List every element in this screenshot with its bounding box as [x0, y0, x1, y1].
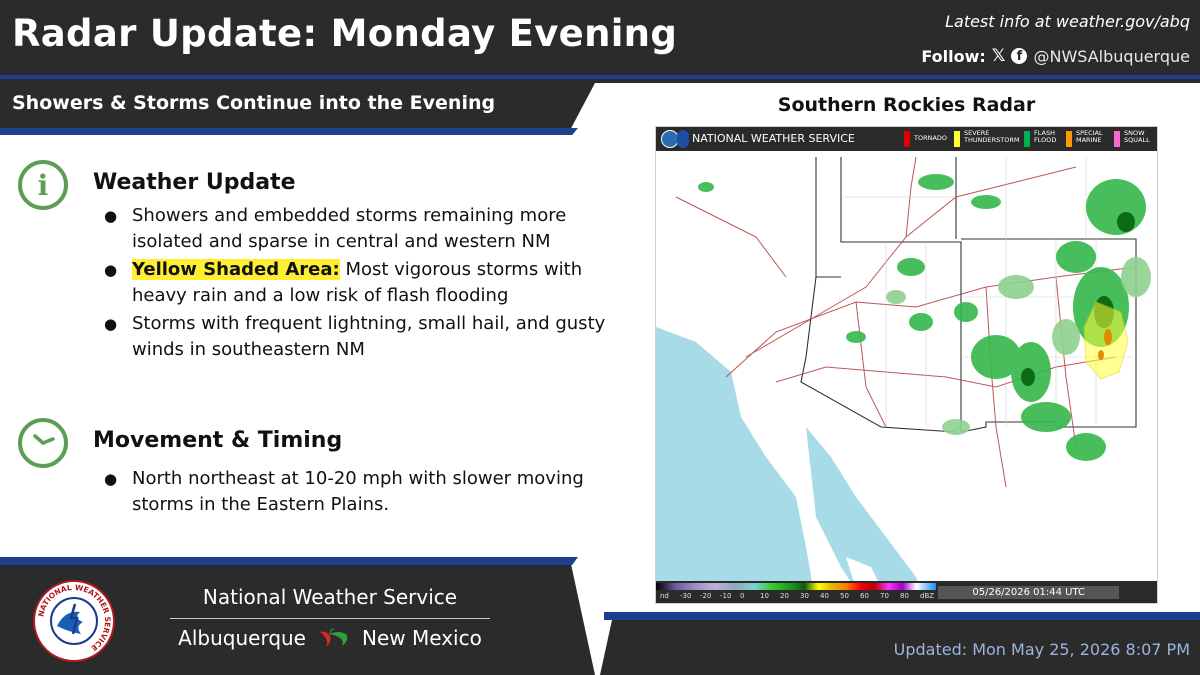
chile-pepper-icon — [316, 626, 352, 650]
bullet-text: North northeast at 10-20 mph with slower moving storms in the Eastern Plains. — [132, 468, 584, 515]
dbz-scale-label: -30 — [680, 592, 692, 600]
movement-list — [104, 466, 624, 520]
dbz-scale-label: 40 — [820, 592, 829, 600]
list-item — [104, 311, 624, 363]
dbz-color-scale — [656, 583, 936, 590]
dbz-scale-label: -20 — [700, 592, 712, 600]
radar-title: Southern Rockies Radar — [777, 94, 1036, 116]
legend-swatch-snow-squall — [1114, 131, 1120, 147]
legend-swatch-tornado — [904, 131, 910, 147]
legend-label-flash-flood: FLASH FLOOD — [1034, 129, 1057, 144]
x-logo-icon[interactable]: 𝕏 — [991, 46, 1006, 66]
nws-logo-icon — [677, 130, 689, 148]
footer-org-name: National Weather Service — [202, 585, 458, 609]
list-item — [104, 257, 624, 309]
legend-label-tornado: TORNADO — [914, 134, 948, 142]
page-title: Radar Update: Monday Evening — [12, 12, 678, 55]
section-title-movement-timing: Movement & Timing — [93, 428, 343, 453]
dbz-scale-label: dBZ — [920, 592, 935, 600]
footer-stripe — [0, 557, 578, 565]
dbz-scale-label: 70 — [880, 592, 889, 600]
chile-pepper-graphic — [316, 626, 352, 650]
dbz-scale — [656, 583, 936, 601]
social-handle[interactable]: @NWSAlbuquerque — [1033, 46, 1190, 66]
radar-map-graphic — [656, 127, 1158, 604]
dbz-scale-label: 50 — [840, 592, 849, 600]
logo-ring-text: NATIONAL WEATHER SERVICE — [36, 582, 113, 653]
subtitle: Showers & Storms Continue into the Evening — [12, 92, 496, 114]
highlight-label: Yellow Shaded Area: — [132, 259, 340, 280]
dbz-scale-label: 20 — [780, 592, 789, 600]
dbz-scale-label: -10 — [720, 592, 732, 600]
legend-label-snow-squall: SNOW SQUALL — [1124, 129, 1150, 144]
radar-agency-label: NATIONAL WEATHER SERVICE — [692, 132, 855, 145]
header-bar — [0, 0, 1200, 75]
dbz-scale-label: nd — [660, 592, 669, 600]
updated-timestamp: Updated: Mon May 25, 2026 8:07 PM — [893, 640, 1190, 659]
info-icon: i — [18, 160, 68, 210]
radar-map[interactable] — [655, 126, 1158, 604]
bullet-text: Most vigorous storms with heavy rain and a low risk of flash flooding — [132, 259, 583, 306]
facebook-icon[interactable]: f — [1011, 48, 1027, 64]
section-title-weather-update: Weather Update — [93, 170, 296, 195]
dbz-scale-label: 80 — [900, 592, 909, 600]
dbz-scale-label: 10 — [760, 592, 769, 600]
dbz-scale-label: 0 — [740, 592, 745, 600]
header-stripe — [0, 75, 1200, 83]
follow-label: Follow: — [921, 46, 986, 66]
footer-divider — [170, 618, 490, 619]
legend-swatch-severe — [954, 131, 960, 147]
clock-icon-graphic — [25, 425, 61, 461]
legend-swatch-flash-flood — [1024, 131, 1030, 147]
list-item — [104, 466, 624, 518]
dbz-scale-label: 30 — [800, 592, 809, 600]
legend-label-special-marine: SPECIAL MARINE — [1076, 129, 1103, 144]
legend-swatch-special-marine — [1066, 131, 1072, 147]
social-follow — [921, 46, 1190, 66]
nws-logo-graphic — [35, 582, 113, 660]
list-item — [104, 203, 624, 255]
legend-label-severe: SEVERE THUNDERSTORM — [964, 129, 1020, 144]
footer-city: Albuquerque — [178, 626, 306, 650]
bullet-text: Showers and embedded storms remaining more isolated and sparse in central and western NM — [132, 205, 567, 252]
bullet-text: Storms with frequent lightning, small hail, and gusty winds in southeastern NM — [132, 313, 606, 360]
dbz-scale-label: 60 — [860, 592, 869, 600]
radar-timestamp: 05/26/2026 01:44 UTC — [938, 586, 1119, 599]
website-link[interactable]: Latest info at weather.gov/abq — [945, 12, 1190, 31]
subtitle-accent — [0, 128, 578, 135]
footer-right-stripe — [604, 612, 1200, 620]
radar-bottom-bar — [656, 581, 1158, 603]
weather-update-list — [104, 203, 624, 365]
clock-icon — [18, 418, 68, 468]
radar-top-bar — [656, 127, 1158, 151]
footer-state: New Mexico — [362, 626, 482, 650]
footer-location — [170, 626, 490, 650]
nws-logo — [33, 580, 115, 662]
